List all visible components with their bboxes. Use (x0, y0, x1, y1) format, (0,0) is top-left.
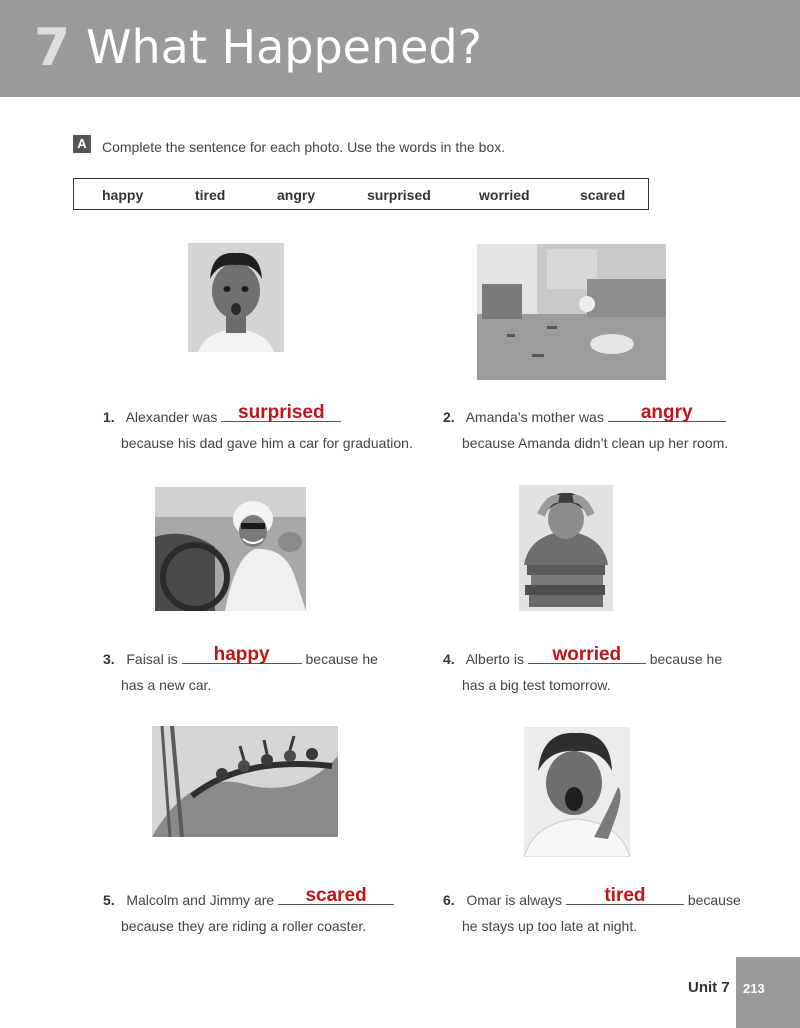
item-4-line-2: has a big test tomorrow. (462, 677, 611, 693)
item-1-line-1 (103, 402, 341, 425)
item-number: 5. (103, 892, 115, 908)
photo-yawning-boy (524, 727, 630, 857)
answer-blank[interactable] (221, 402, 341, 423)
item-number: 1. (103, 409, 115, 425)
item-4-line-1 (443, 644, 723, 667)
section-label: A (73, 135, 91, 153)
sentence-end: because he (305, 651, 378, 667)
word-box-item: tired (195, 187, 226, 203)
item-number: 6. (443, 892, 455, 908)
item-number: 3. (103, 651, 115, 667)
sentence-start: Alexander was (125, 409, 218, 425)
answer-blank[interactable] (528, 644, 646, 665)
word-box-item: scared (580, 187, 626, 203)
item-3-line-2: has a new car. (121, 677, 212, 693)
page-title: What Happened? (86, 20, 483, 74)
item-number: 4. (443, 651, 455, 667)
item-6-line-1 (443, 885, 741, 908)
photo-messy-room (477, 244, 666, 380)
item-2-line-1 (443, 402, 726, 425)
answer-text: angry (640, 402, 693, 423)
item-number: 2. (443, 409, 455, 425)
word-box-item: angry (277, 187, 316, 203)
sentence-end: because (687, 892, 741, 908)
item-6-line-2: he stays up too late at night. (462, 918, 638, 934)
page-number: 213 (743, 981, 765, 996)
sentence-start: Alberto is (465, 651, 524, 667)
word-box-item: happy (102, 187, 144, 203)
item-3-line-1 (103, 644, 378, 667)
photo-roller-coaster (152, 726, 338, 837)
sentence-start: Amanda’s mother was (465, 409, 604, 425)
answer-blank[interactable] (182, 644, 302, 665)
page-header (0, 0, 800, 97)
answer-text: tired (604, 885, 646, 906)
answer-text: happy (213, 644, 270, 665)
sentence-start: Malcolm and Jimmy are (126, 892, 275, 908)
sentence-start: Omar is always (466, 892, 563, 908)
answer-blank[interactable] (566, 885, 684, 906)
photo-worried-boy (519, 485, 613, 611)
item-1-line-2: because his dad gave him a car for graduation. (121, 435, 413, 451)
photo-surprised-man (188, 243, 284, 352)
item-2-line-2: because Amanda didn’t clean up her room. (462, 435, 729, 451)
sentence-end: because he (649, 651, 723, 667)
item-5-line-1 (103, 885, 394, 908)
unit-number: 7 (34, 18, 71, 78)
photo-man-in-car (155, 487, 306, 611)
answer-text: surprised (238, 402, 325, 423)
answer-blank[interactable] (608, 402, 726, 423)
answer-text: worried (552, 644, 622, 665)
unit-label: Unit 7 (688, 979, 730, 996)
instructions: Complete the sentence for each photo. Use the words in the box. (102, 139, 506, 155)
sentence-start: Faisal is (126, 651, 178, 667)
word-box (73, 178, 649, 210)
item-5-line-2: because they are riding a roller coaster. (121, 918, 367, 934)
answer-text: scared (305, 885, 367, 906)
word-box-item: worried (479, 187, 530, 203)
answer-blank[interactable] (278, 885, 394, 906)
word-box-item: surprised (367, 187, 431, 203)
